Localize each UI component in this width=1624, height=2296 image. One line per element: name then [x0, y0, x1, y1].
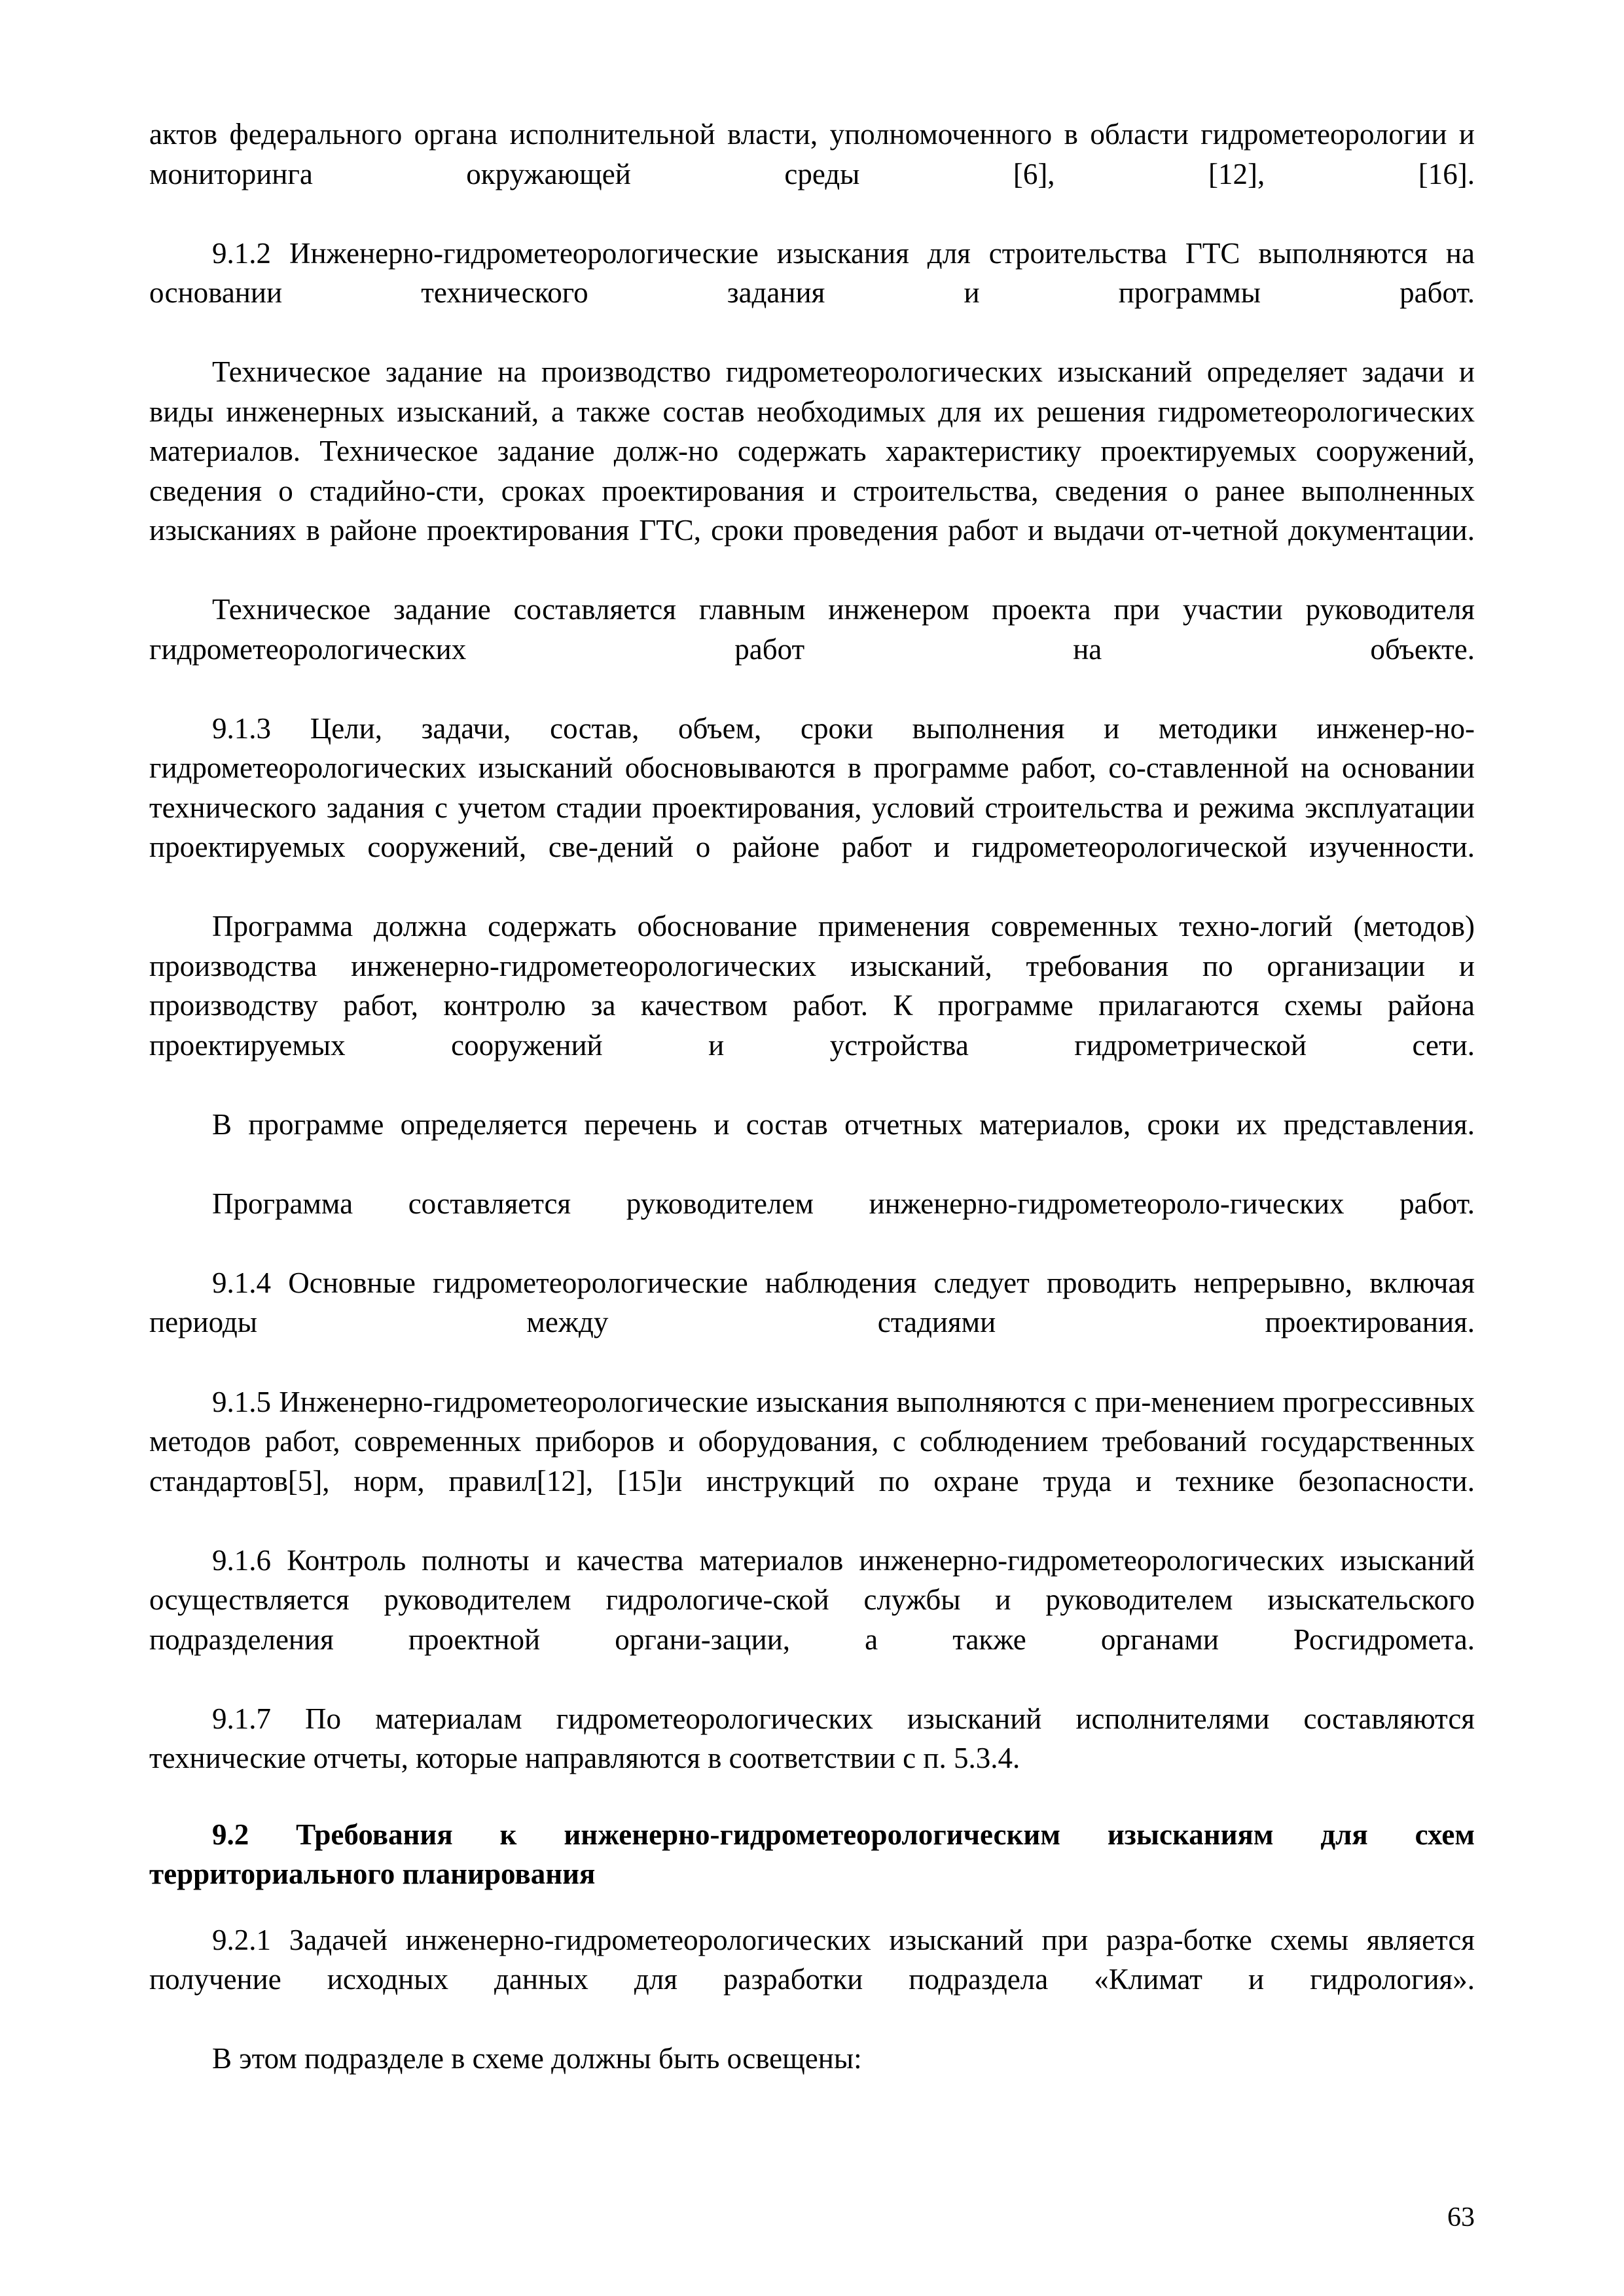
paragraph: Программа должна содержать обоснование применения современных техно-логий (методов) производства инженерно-гидрометеорологических изысканий, требования по организации и производству работ, контролю за качеством работ. К программе прилагаются схемы района проектируемых сооружений и устройства гидрометрической сети. — [149, 910, 1475, 1062]
section-heading: 9.2 Требования к инженерно-гидрометеорологическим изысканиям для схем территориального планирования — [149, 1818, 1475, 1891]
paragraph: Программа составляется руководителем инженерно-гидрометеороло-гических работ. — [212, 1187, 1475, 1220]
paragraph: В этом подразделе в схеме должны быть освещены: — [212, 2042, 862, 2075]
page-number: 63 — [1447, 2202, 1475, 2233]
paragraph: Техническое задание на производство гидрометеорологических изысканий определяет задачи и виды инженерных изысканий, а также состав необходимых для их решения гидрометеорологических материалов. Техническое задание долж-но содержать характеристику проектируемых сооружений, сведения о стадийно-сти, сроках проектирования и строительства, сведения о ранее выполненных изысканиях в районе проектирования ГТС, сроки проведения работ и выдачи от-четной документации. — [149, 355, 1475, 547]
paragraph: Техническое задание составляется главным инженером проекта при участии руководителя гидрометеорологических работ на объекте. — [149, 593, 1475, 666]
paragraph: 9.1.3 Цели, задачи, состав, объем, сроки выполнения и методики инженер-но-гидрометеорологических изысканий обосновываются в программе работ, со-ставленной на основании технического задания с учетом стадии проектирования, условий строительства и режима эксплуатации проектируемых сооружений, све-дений о районе работ и гидрометеорологической изученности. — [149, 711, 1475, 864]
paragraph: 9.1.6 Контроль полноты и качества материалов инженерно-гидрометеорологических изысканий осуществляется руководителем гидрологиче-ской службы и руководителем изыскательского подразделения проектной органи-зации, а также органами Росгидромета. — [149, 1543, 1475, 1656]
paragraph: 9.1.2 Инженерно-гидрометеорологические изыскания для строительства ГТС выполняются на основании технического задания и программы работ. — [149, 236, 1475, 310]
document-body — [149, 115, 1475, 2079]
paragraph: 9.1.7 По материалам гидрометеорологических изысканий исполнителями составляются технические отчеты, которые направляются в соответствии с п. 5.3.4. — [149, 1702, 1475, 1775]
paragraph: 9.1.4 Основные гидрометеорологические наблюдения следует проводить непрерывно, включая периоды между стадиями проектирования. — [149, 1266, 1475, 1339]
paragraph: 9.2.1 Задачей инженерно-гидрометеорологических изысканий при разра-ботке схемы является получение исходных данных для разработки подраздела «Климат и гидрология». — [149, 1923, 1475, 1996]
paragraph: 9.1.5 Инженерно-гидрометеорологические изыскания выполняются с при-менением прогрессивных методов работ, современных приборов и оборудования, с соблюдением требований государственных стандартов[5], норм, правил[12], [15]и инструкций по охране труда и технике безопасности. — [149, 1385, 1475, 1498]
paragraph: актов федерального органа исполнительной власти, уполномоченного в области гидрометеорологии и мониторинга окружающей среды [6], [12], [16]. — [149, 118, 1475, 190]
paragraph: В программе определяется перечень и состав отчетных материалов, сроки их представления. — [212, 1107, 1475, 1141]
